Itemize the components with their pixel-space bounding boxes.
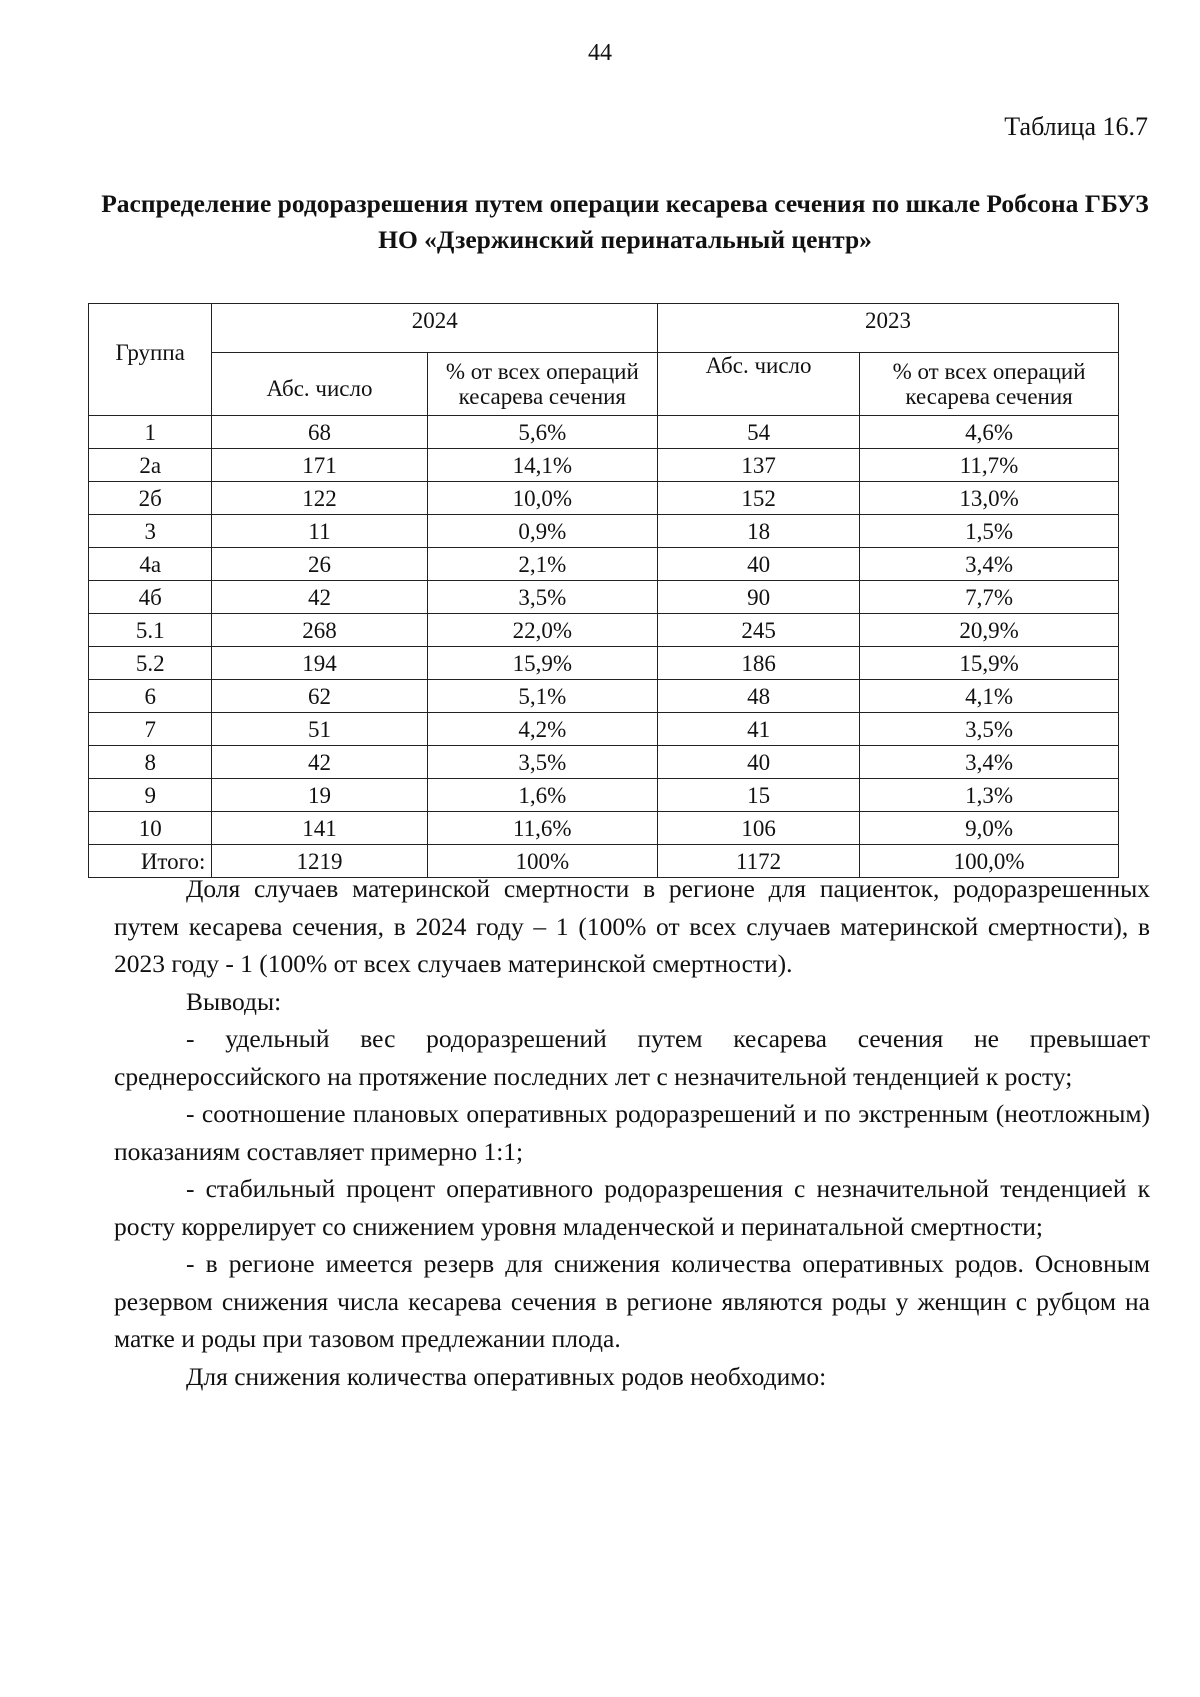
pct-2023-cell: 7,7%	[860, 581, 1119, 614]
paragraph-conclusion-4: - в регионе имеется резерв для снижения количества оперативных родов. Основным резервом снижения числа кесарева сечения в регионе являются роды у женщин с рубцом на матке и роды при тазовом предлежании плода.	[114, 1249, 1150, 1353]
group-cell: 9	[89, 779, 212, 812]
pct-2023-header: % от всех операций кесарева сечения	[860, 353, 1119, 416]
pct-2024-cell: 3,5%	[427, 581, 657, 614]
pct-2024-cell: 22,0%	[427, 614, 657, 647]
total-pct-2023-cell: 100,0%	[860, 845, 1119, 878]
group-cell: 2б	[89, 482, 212, 515]
header-row-columns	[89, 353, 1119, 416]
table-row	[89, 812, 1119, 845]
pct-2024-cell: 4,2%	[427, 713, 657, 746]
abs-2024-cell: 194	[212, 647, 427, 680]
header-row-years	[89, 304, 1119, 353]
table-row	[89, 548, 1119, 581]
abs-2023-cell: 106	[658, 812, 860, 845]
pct-2023-cell: 3,5%	[860, 713, 1119, 746]
abs-2024-cell: 51	[212, 713, 427, 746]
table-caption: Таблица 16.7	[1004, 112, 1148, 141]
abs-2024-cell: 268	[212, 614, 427, 647]
abs-2024-cell: 141	[212, 812, 427, 845]
pct-2023-cell: 20,9%	[860, 614, 1119, 647]
paragraph-conclusion-3: - стабильный процент оперативного родоразрешения с незначительной тенденцией к росту коррелирует со снижением уровня младенческой и перинатальной смертности;	[114, 1174, 1150, 1241]
table-row	[89, 779, 1119, 812]
pct-2024-cell: 2,1%	[427, 548, 657, 581]
pct-2023-cell: 3,4%	[860, 746, 1119, 779]
abs-2024-cell: 26	[212, 548, 427, 581]
pct-2023-cell: 4,1%	[860, 680, 1119, 713]
paragraph-conclusion-1: - удельный вес родоразрешений путем кесарева сечения не превышает среднероссийского на протяжение последних лет с незначительной тенденцией к росту;	[114, 1024, 1150, 1091]
pct-2024-cell: 5,1%	[427, 680, 657, 713]
pct-2024-cell: 5,6%	[427, 416, 657, 449]
total-abs-2023-cell: 1172	[658, 845, 860, 878]
table-row	[89, 449, 1119, 482]
table-row	[89, 614, 1119, 647]
group-column-header: Группа	[89, 304, 212, 416]
abs-2023-header: Абс. число	[658, 353, 860, 416]
paragraph-measures-intro: Для снижения количества оперативных родов необходимо:	[186, 1361, 827, 1391]
abs-2024-cell: 171	[212, 449, 427, 482]
paragraph-conclusion-2: - соотношение плановых оперативных родоразрешений и по экстренным (неотложным) показаниям составляет примерно 1:1;	[114, 1099, 1150, 1166]
pct-2024-cell: 10,0%	[427, 482, 657, 515]
table-row	[89, 680, 1119, 713]
table-title: Распределение родоразрешения путем операции кесарева сечения по шкале Робсона ГБУЗ НО «Дзержинский перинатальный центр»	[101, 189, 1149, 254]
abs-2024-cell: 11	[212, 515, 427, 548]
abs-2023-cell: 41	[658, 713, 860, 746]
group-cell: 1	[89, 416, 212, 449]
table-body	[89, 416, 1119, 878]
abs-2023-cell: 152	[658, 482, 860, 515]
table-row	[89, 713, 1119, 746]
abs-2023-cell: 90	[658, 581, 860, 614]
pct-2024-header: % от всех операций кесарева сечения	[427, 353, 657, 416]
pct-2023-cell: 15,9%	[860, 647, 1119, 680]
abs-2023-cell: 15	[658, 779, 860, 812]
abs-2023-cell: 48	[658, 680, 860, 713]
abs-2024-header: Абс. число	[212, 353, 427, 416]
abs-2024-cell: 122	[212, 482, 427, 515]
total-abs-2024-cell: 1219	[212, 845, 427, 878]
pct-2024-cell: 3,5%	[427, 746, 657, 779]
pct-2023-cell: 9,0%	[860, 812, 1119, 845]
pct-2023-cell: 1,3%	[860, 779, 1119, 812]
total-pct-2024-cell: 100%	[427, 845, 657, 878]
paragraph-conclusions-heading: Выводы:	[186, 986, 282, 1016]
pct-2024-cell: 11,6%	[427, 812, 657, 845]
group-cell: 4а	[89, 548, 212, 581]
pct-2023-cell: 3,4%	[860, 548, 1119, 581]
body-text	[114, 870, 1150, 1395]
total-label-cell: Итого:	[89, 845, 212, 878]
group-cell: 7	[89, 713, 212, 746]
table-row	[89, 482, 1119, 515]
pct-2023-cell: 13,0%	[860, 482, 1119, 515]
abs-2023-cell: 245	[658, 614, 860, 647]
group-cell: 6	[89, 680, 212, 713]
abs-2023-cell: 137	[658, 449, 860, 482]
table-header	[89, 304, 1119, 416]
group-cell: 3	[89, 515, 212, 548]
abs-2023-cell: 186	[658, 647, 860, 680]
group-cell: 4б	[89, 581, 212, 614]
group-cell: 5.1	[89, 614, 212, 647]
pct-2024-cell: 0,9%	[427, 515, 657, 548]
abs-2023-cell: 18	[658, 515, 860, 548]
abs-2024-cell: 62	[212, 680, 427, 713]
table-row	[89, 746, 1119, 779]
pct-2024-cell: 1,6%	[427, 779, 657, 812]
pct-2023-cell: 11,7%	[860, 449, 1119, 482]
pct-2023-cell: 1,5%	[860, 515, 1119, 548]
abs-2024-cell: 42	[212, 581, 427, 614]
table-row	[89, 647, 1119, 680]
paragraph-maternal-mortality: Доля случаев материнской смертности в регионе для пациенток, родоразрешенных путем кесарева сечения, в 2024 году – 1 (100% от всех случаев материнской смертности), в 2023 году - 1 (100% от всех случаев материнской смертности).	[114, 874, 1150, 978]
abs-2024-cell: 19	[212, 779, 427, 812]
table-row	[89, 515, 1119, 548]
pct-2023-cell: 4,6%	[860, 416, 1119, 449]
page-number: 44	[588, 40, 612, 66]
table-row	[89, 416, 1119, 449]
pct-2024-cell: 15,9%	[427, 647, 657, 680]
year-2024-header: 2024	[212, 304, 658, 353]
abs-2023-cell: 54	[658, 416, 860, 449]
abs-2024-cell: 42	[212, 746, 427, 779]
group-cell: 2а	[89, 449, 212, 482]
year-2023-header: 2023	[658, 304, 1119, 353]
group-cell: 8	[89, 746, 212, 779]
abs-2024-cell: 68	[212, 416, 427, 449]
abs-2023-cell: 40	[658, 548, 860, 581]
group-cell: 5.2	[89, 647, 212, 680]
abs-2023-cell: 40	[658, 746, 860, 779]
robson-table	[88, 303, 1119, 878]
table-row	[89, 581, 1119, 614]
group-cell: 10	[89, 812, 212, 845]
pct-2024-cell: 14,1%	[427, 449, 657, 482]
